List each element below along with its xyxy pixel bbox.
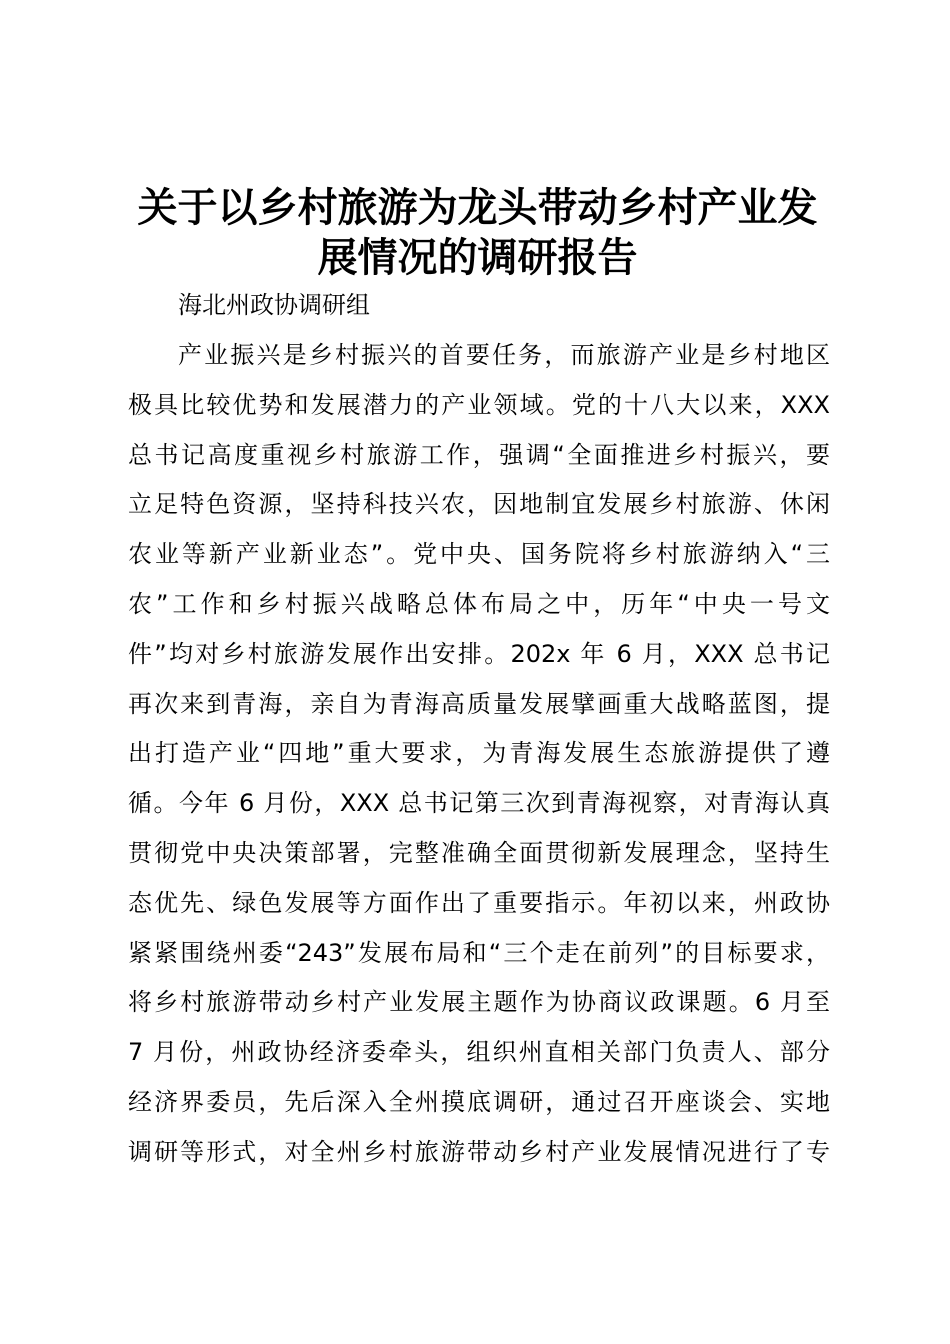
- body-text-line: 再次来到青海，亲自为青海高质量发展擘画重大战略蓝图，提: [128, 689, 830, 718]
- body-text-line: 紧紧围绕州委“243”发展布局和“三个走在前列”的目标要求，: [128, 938, 830, 967]
- body-text-line: 极具比较优势和发展潜力的产业领域。党的十八大以来，XXX: [128, 390, 830, 419]
- body-text-line: 态优先、绿色发展等方面作出了重要指示。年初以来，州政协: [128, 888, 830, 917]
- body-text-line: 循。今年 6 月份，XXX 总书记第三次到青海视察，对青海认真: [128, 789, 830, 818]
- body-text-line: 经济界委员，先后深入全州摸底调研，通过召开座谈会、实地: [128, 1088, 830, 1116]
- body-text-line: 调研等形式，对全州乡村旅游带动乡村产业发展情况进行了专: [128, 1137, 830, 1166]
- document-title-line-1: 关于以乡村旅游为龙头带动乡村产业发: [137, 185, 818, 231]
- body-text-line: 农”工作和乡村振兴战略总体布局之中，历年“中央一号文: [128, 590, 830, 618]
- document-author: 海北州政协调研组: [178, 291, 370, 319]
- body-text-line: 件”均对乡村旅游发展作出安排。202x 年 6 月，XXX 总书记: [128, 639, 830, 668]
- body-text-line: 农业等新产业新业态”。党中央、国务院将乡村旅游纳入“三: [128, 540, 830, 569]
- body-text-line: 贯彻党中央决策部署，完整准确全面贯彻新发展理念，坚持生: [128, 839, 830, 867]
- body-text-line: 产业振兴是乡村振兴的首要任务，而旅游产业是乡村地区: [178, 341, 830, 369]
- body-text-line: 将乡村旅游带动乡村产业发展主题作为协商议政课题。6 月至: [128, 988, 830, 1017]
- body-text-line: 7 月份，州政协经济委牵头，组织州直相关部门负责人、部分: [128, 1038, 830, 1067]
- document-title-line-2: 展情况的调研报告: [317, 235, 638, 281]
- body-text-line: 总书记高度重视乡村旅游工作，强调“全面推进乡村振兴，要: [128, 440, 830, 469]
- body-text-line: 立足特色资源，坚持科技兴农，因地制宜发展乡村旅游、休闲: [128, 490, 830, 519]
- body-text-line: 出打造产业“四地”重大要求，为青海发展生态旅游提供了遵: [128, 739, 830, 768]
